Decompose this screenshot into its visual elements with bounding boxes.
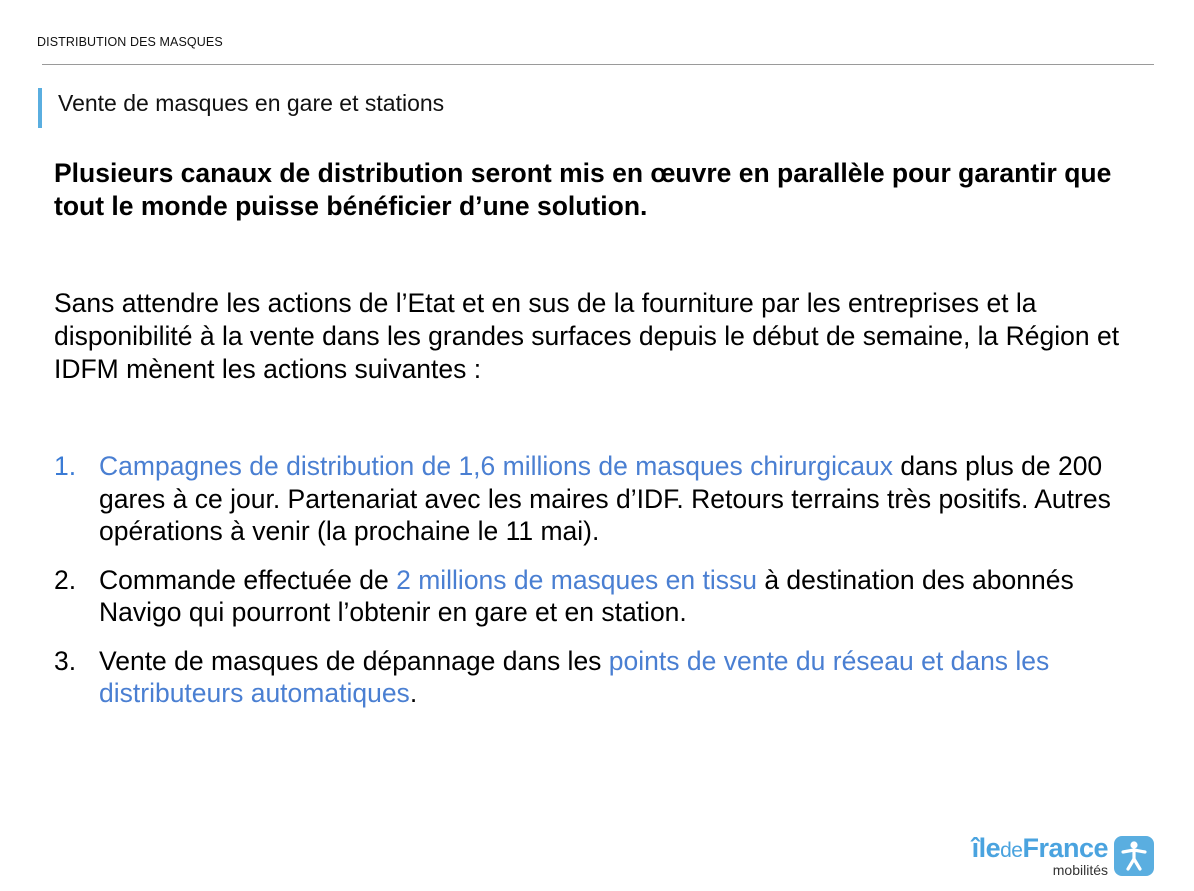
- logo-wordmark: [972, 835, 1108, 877]
- section-accent-bar: [38, 88, 42, 128]
- action-item-2: [54, 564, 1154, 629]
- header-label: DISTRIBUTION DES MASQUES: [37, 35, 223, 49]
- section-title: Vente de masques en gare et stations: [58, 90, 445, 116]
- logo-subtitle: mobilités: [1052, 862, 1108, 878]
- pedestrian-icon: [1114, 836, 1154, 876]
- action-item-1: [54, 450, 1154, 548]
- lead-statement: Plusieurs canaux de distribution seront mis en œuvre en parallèle pour garantir que tout le monde puisse bénéficier d’une solution.: [54, 158, 1112, 221]
- brand-logo: [972, 835, 1154, 877]
- action-number: 3.: [54, 645, 77, 676]
- action-text: .: [409, 678, 418, 708]
- action-text: dans plus de 200 gares à ce jour. Partenariat avec les maires d’IDF. Retours terrains très positifs. Autres opérations à venir (la prochaine le 11 mai).: [99, 451, 1111, 546]
- actions-list: [54, 450, 1154, 726]
- action-highlight: Campagnes de distribution de 1,6 millions de masques chirurgicaux: [99, 451, 893, 481]
- action-text: à destination des abonnés Navigo qui pourront l’obtenir en gare et en station.: [99, 564, 1074, 627]
- intro-paragraph: Sans attendre les actions de l’Etat et en sus de la fourniture par les entreprises et la disponibilité à la vente dans les grandes surfaces depuis le début de semaine, la Région et IDFM mènent les actions suivantes :: [54, 288, 1120, 384]
- action-number: 1.: [54, 451, 77, 481]
- action-text: Vente de masques de dépannage dans les: [99, 645, 609, 676]
- header-divider: [42, 64, 1154, 65]
- logo-ile: île: [971, 833, 1001, 863]
- action-highlight: 2 millions de masques en tissu: [396, 564, 757, 595]
- action-number: 2.: [54, 564, 77, 595]
- logo-de: de: [1000, 839, 1023, 862]
- action-text: Commande effectuée de: [99, 564, 397, 595]
- action-highlight: points de vente du réseau et dans les distributeurs automatiques: [99, 645, 1050, 708]
- action-item-3: [54, 645, 1154, 710]
- logo-france: France: [1022, 833, 1108, 863]
